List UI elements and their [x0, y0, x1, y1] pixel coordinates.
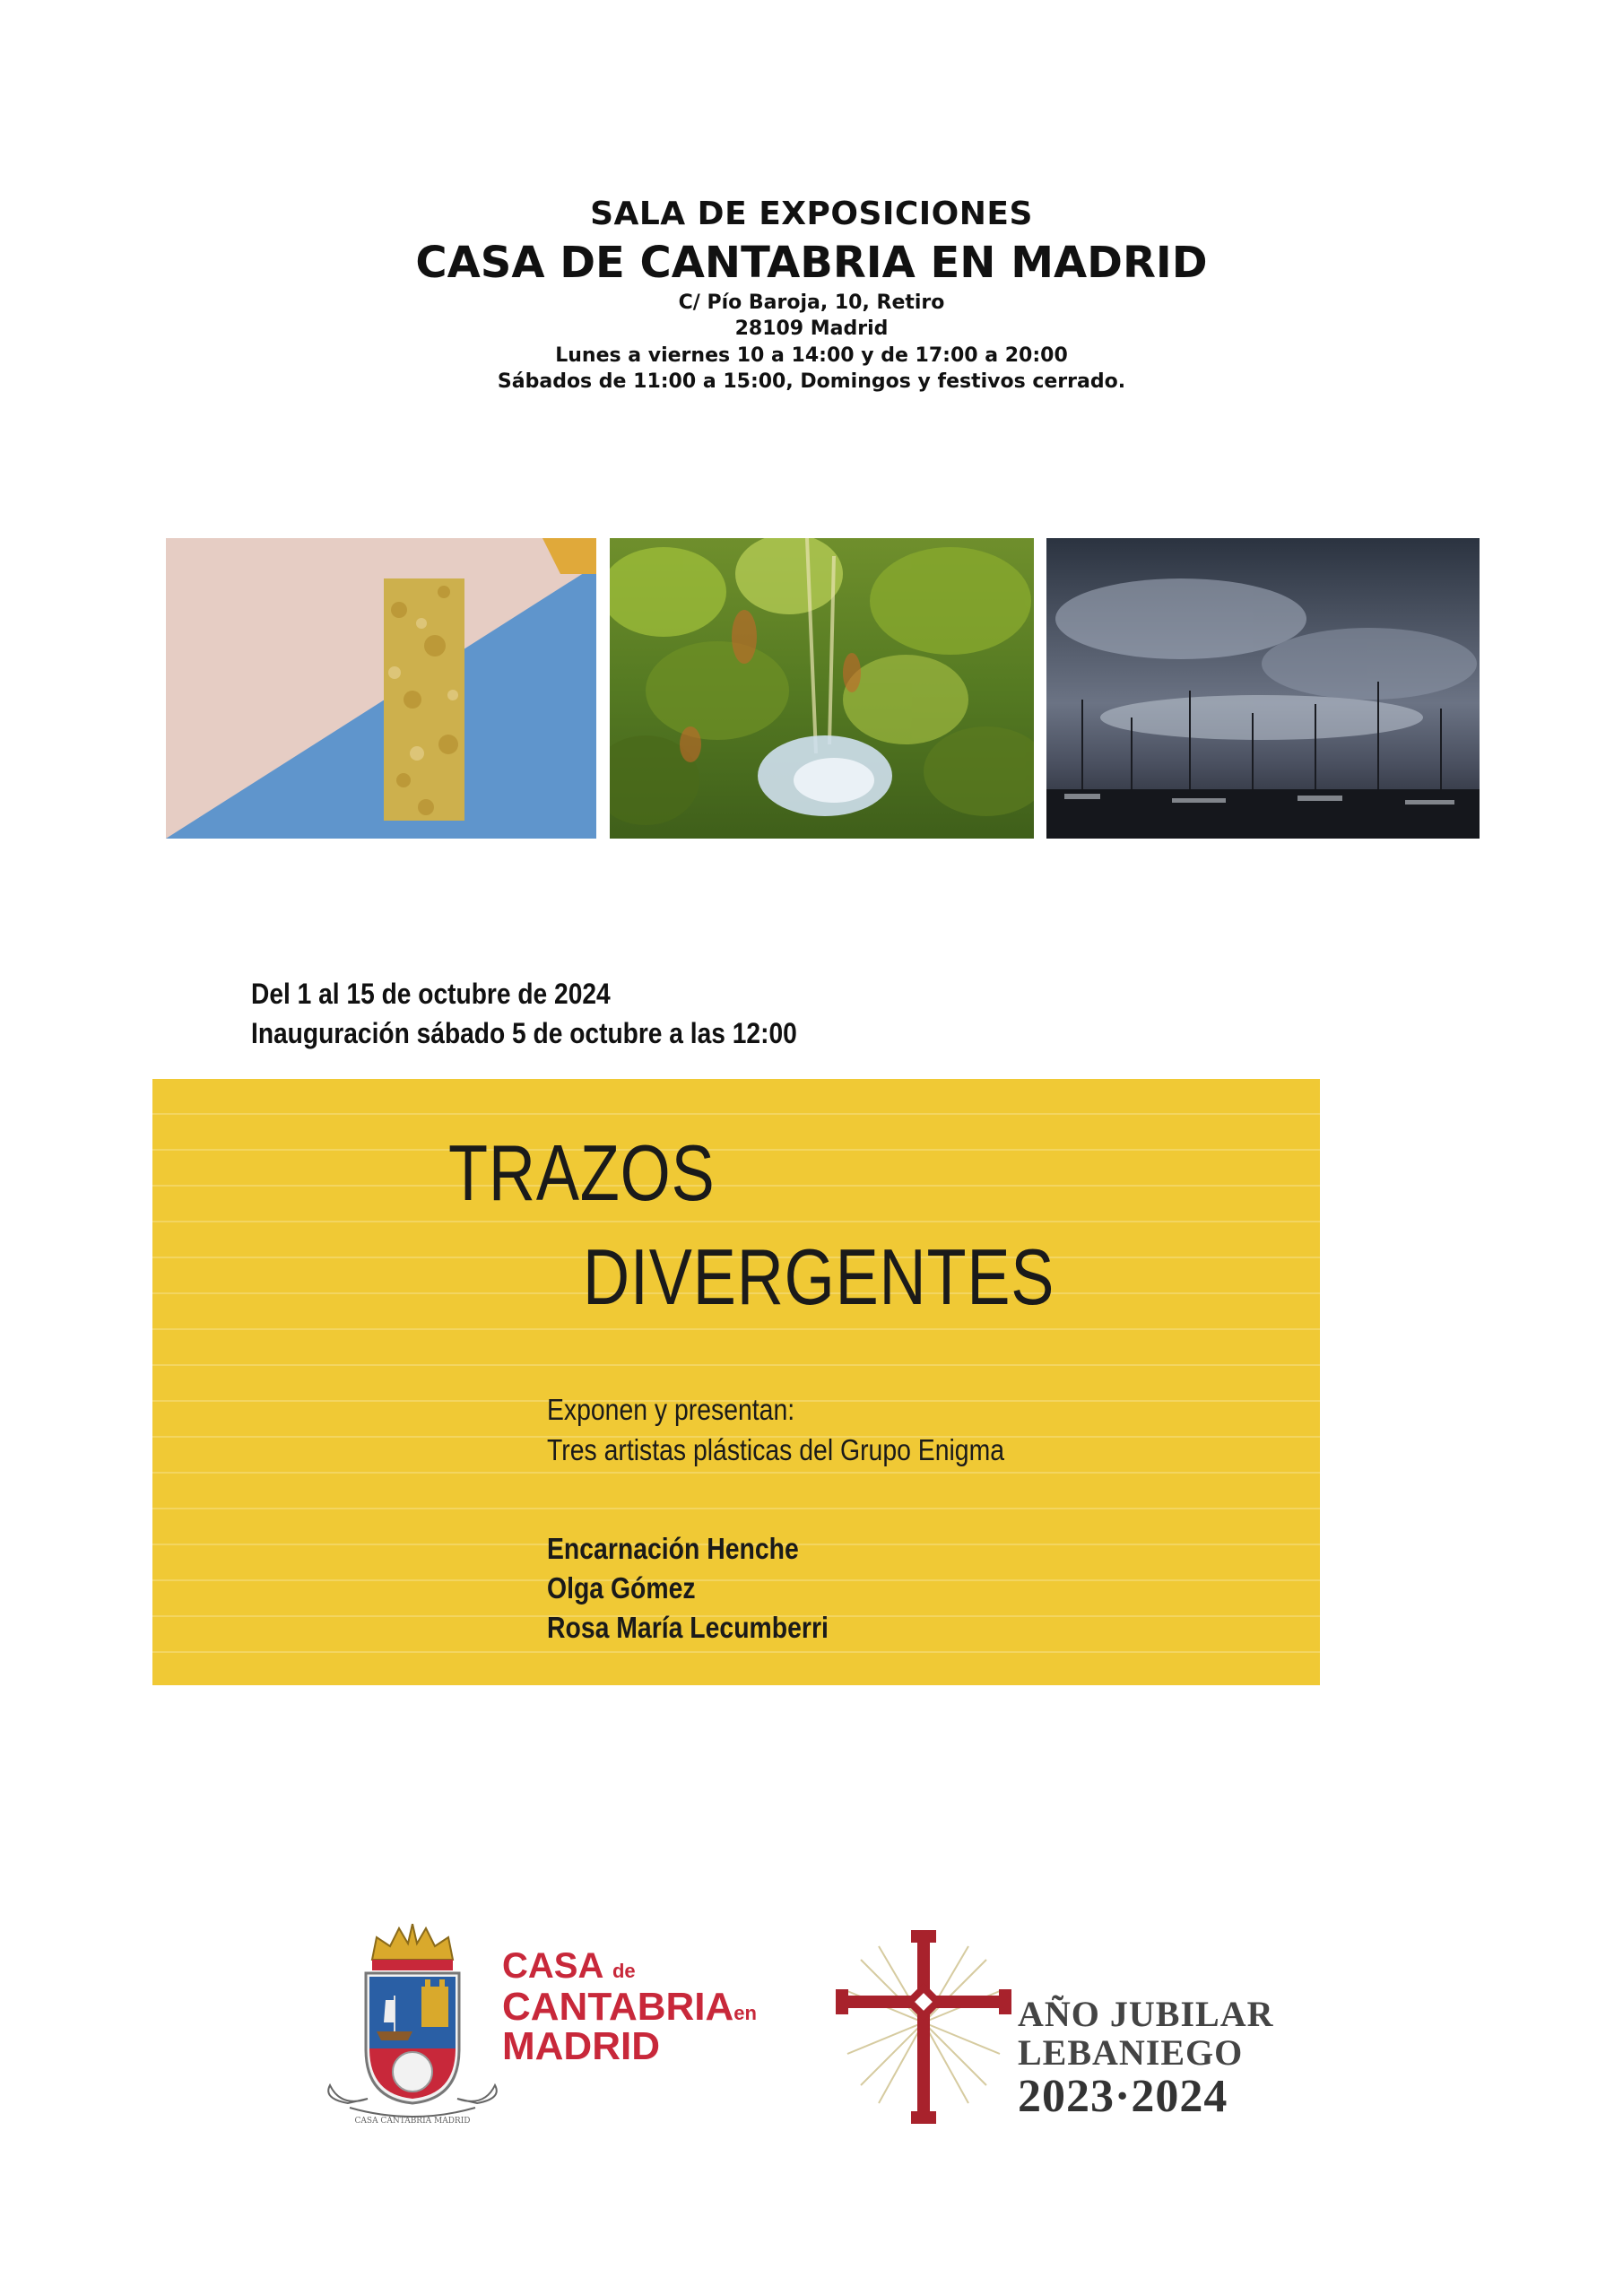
jubilar-logo-line-2: LEBANIEGO: [1018, 2032, 1244, 2073]
casa-de-cantabria-logo: [323, 1924, 771, 2126]
casa-logo-line-1: CASA de: [502, 1946, 636, 1986]
title-line-2: DIVERGENTES: [583, 1232, 1055, 1321]
lebaniego-cross-icon: [834, 1928, 1013, 2126]
green-forest-reflection-painting: [610, 538, 1034, 839]
artist-name: Rosa María Lecumberri: [547, 1611, 829, 1644]
jubilar-logo-years: 2023·2024: [1018, 2071, 1228, 2122]
coat-of-arms-icon: [323, 1924, 502, 2126]
jubilar-logo-line-1: AÑO JUBILAR: [1018, 1994, 1274, 2034]
venue-name: CASA DE CANTABRIA EN MADRID: [415, 238, 1208, 288]
venue-label: SALA DE EXPOSICIONES: [590, 196, 1033, 232]
ano-jubilar-lebaniego-logo: [834, 1928, 1300, 2126]
intro-line-1: Exponen y presentan:: [547, 1393, 795, 1426]
exhibition-date-range: Del 1 al 15 de octubre de 2024: [251, 978, 611, 1010]
inauguration-date: Inauguración sábado 5 de octubre a las 12:00: [251, 1017, 797, 1049]
intro-line-2: Tres artistas plásticas del Grupo Enigma: [547, 1433, 1005, 1466]
address-city: 28109 Madrid: [734, 317, 889, 340]
address-street: C/ Pío Baroja, 10, Retiro: [678, 291, 945, 314]
hours-weekdays: Lunes a viernes 10 a 14:00 y de 17:00 a 20:00: [555, 344, 1068, 367]
exhibition-panel: [152, 1079, 1320, 1685]
title-line-1: TRAZOS: [448, 1128, 716, 1217]
abstract-geometric-painting: [166, 538, 596, 839]
hours-weekend: Sábados de 11:00 a 15:00, Domingos y festivos cerrado.: [497, 370, 1126, 393]
svg-text:CASA CANTABRIA MADRID: CASA CANTABRIA MADRID: [354, 2117, 471, 2126]
casa-logo-line-2: CANTABRIAen: [502, 1985, 757, 2029]
artist-name: Encarnación Henche: [547, 1532, 799, 1565]
casa-logo-line-3: MADRID: [502, 2024, 660, 2068]
stormy-harbor-painting: [1046, 538, 1480, 839]
artist-name: Olga Gómez: [547, 1571, 696, 1605]
